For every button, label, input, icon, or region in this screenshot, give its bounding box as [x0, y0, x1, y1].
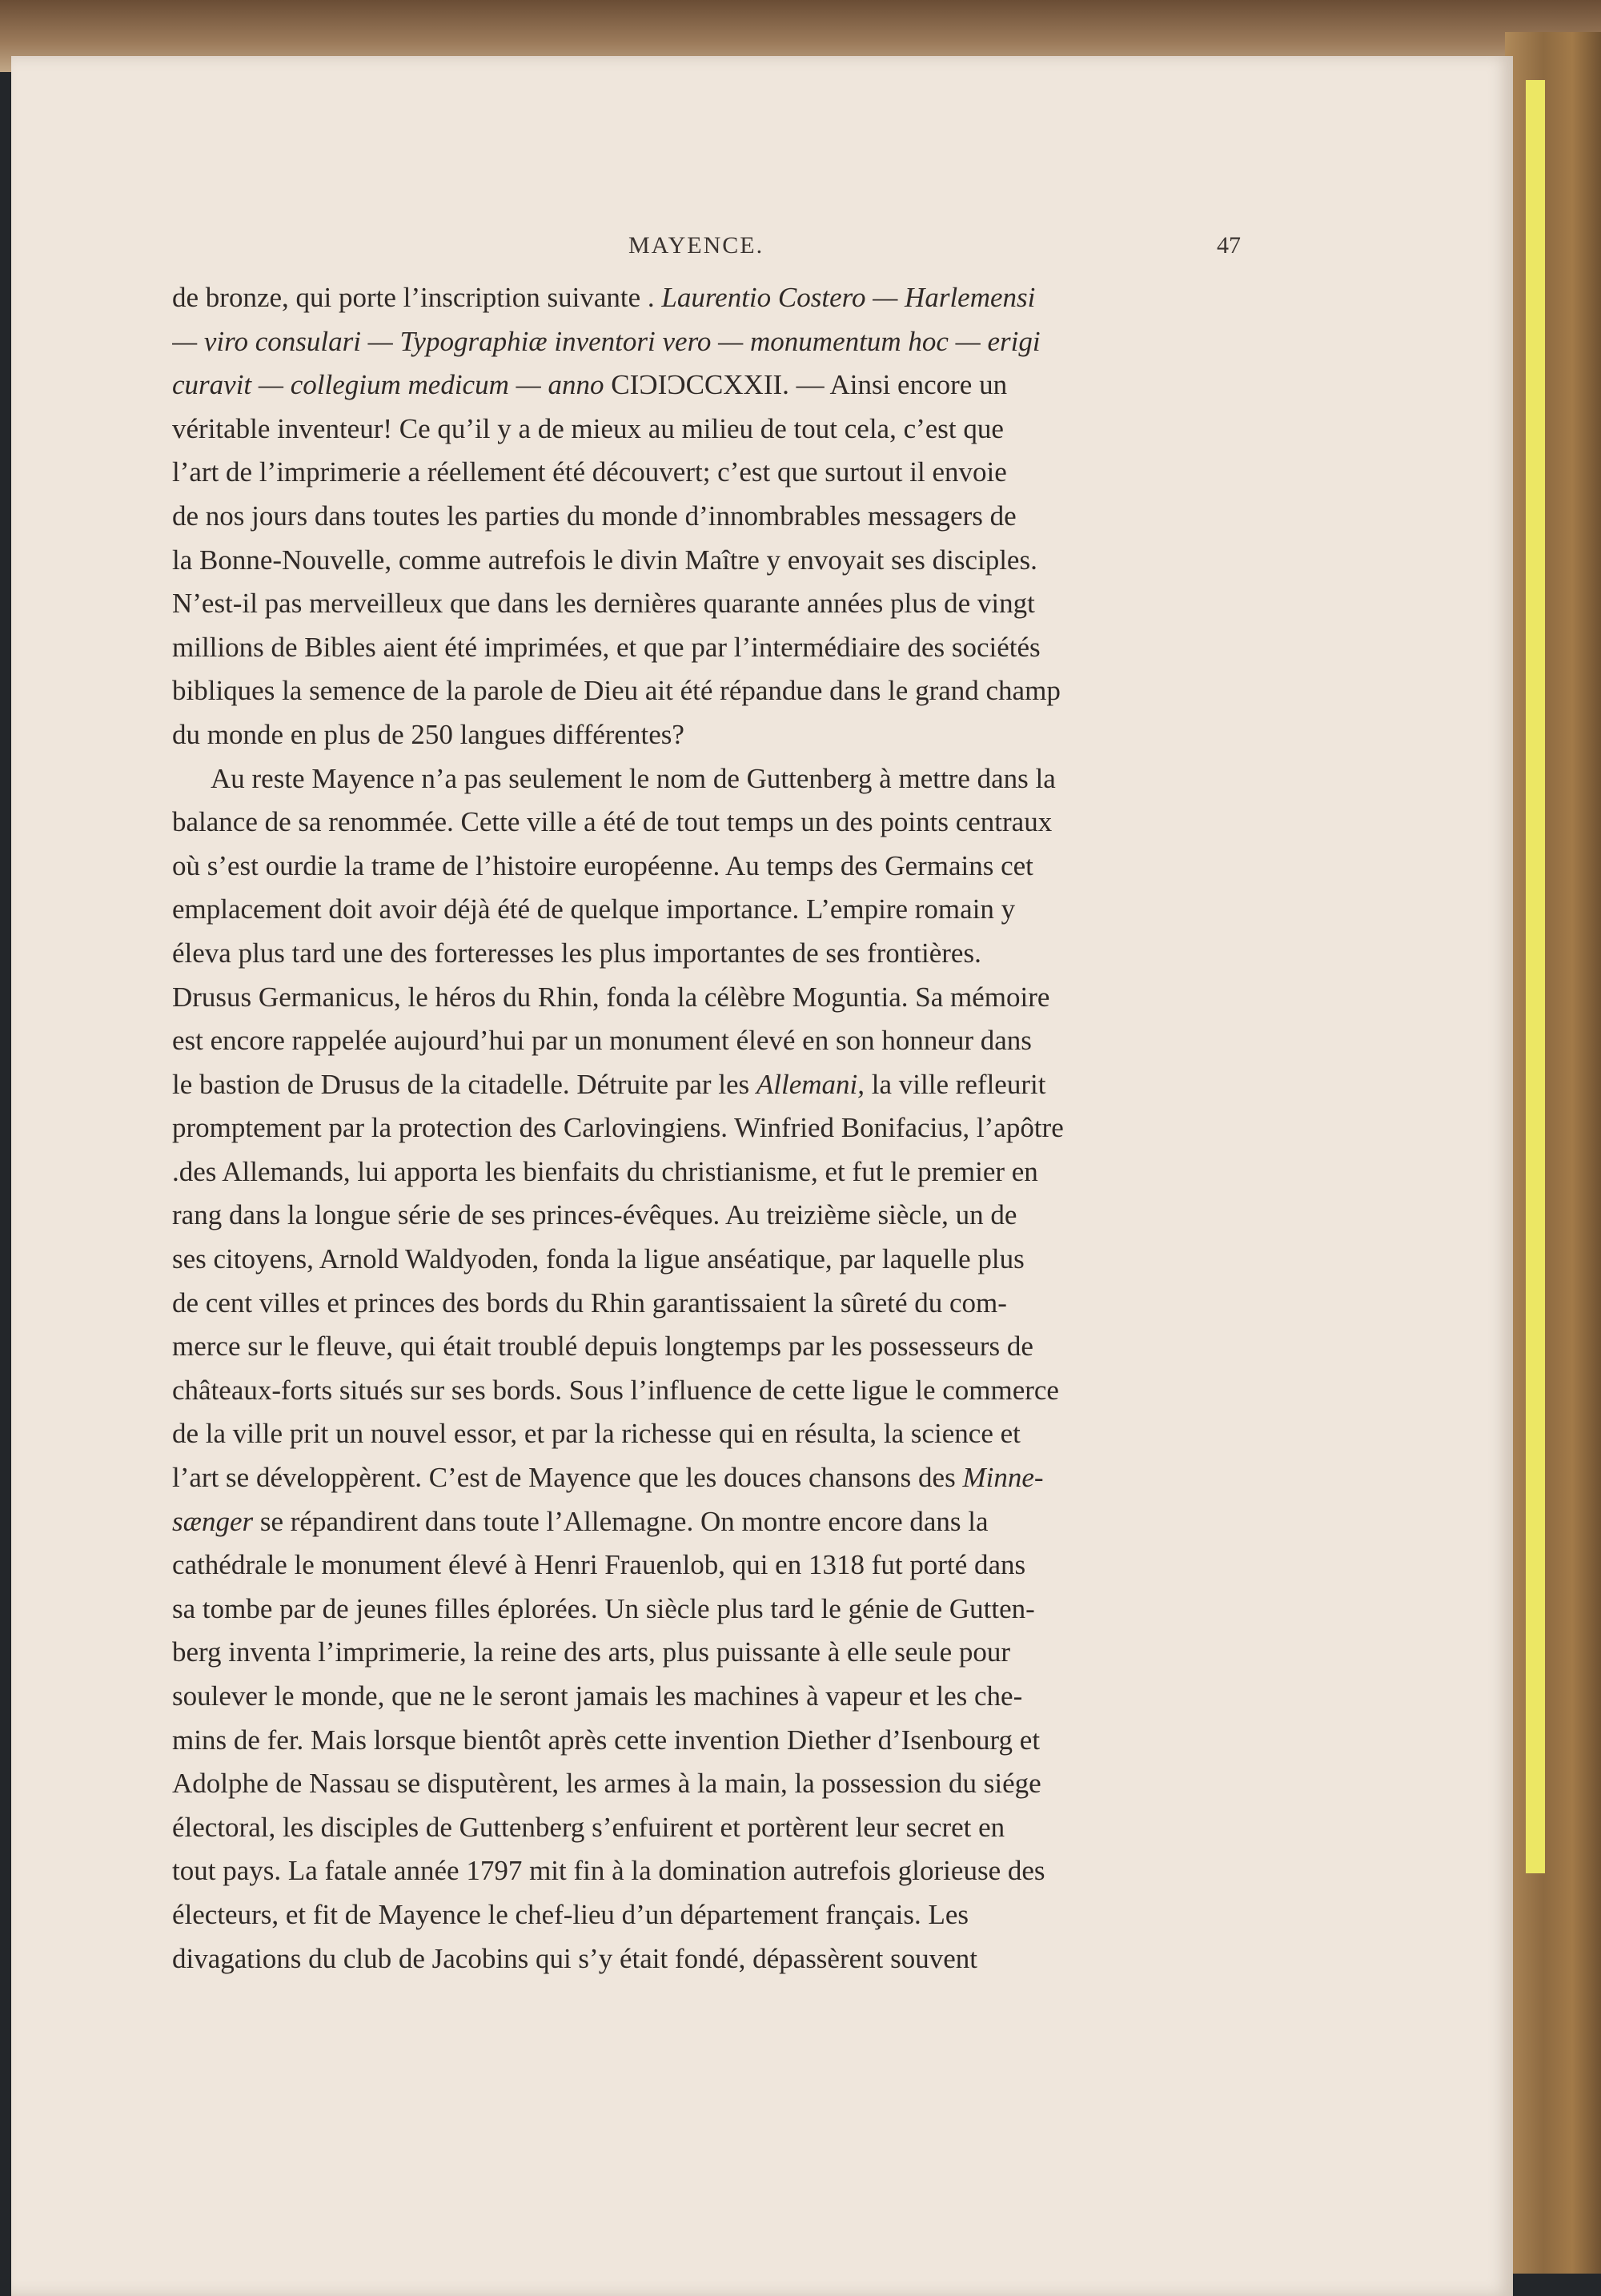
text-run: bibliques la semence de la parole de Dieu ait été répandue dans le grand champ: [172, 675, 1061, 707]
text-line: [172, 1063, 1241, 1107]
text-line: [172, 1631, 1241, 1675]
yellow-marker-strip: [1526, 80, 1545, 1873]
text-line: [172, 407, 1241, 452]
text-line: [172, 1412, 1241, 1456]
italic-run: sænger: [172, 1505, 254, 1537]
text-line: [172, 451, 1241, 495]
text-run: l’art de l’imprimerie a réellement été découvert; c’est que surtout il envoie: [172, 456, 1007, 488]
italic-run: curavit — collegium medicum — anno: [172, 369, 604, 401]
text-run: berg inventa l’imprimerie, la reine des arts, plus puissante à elle seule pour: [172, 1636, 1011, 1668]
text-line: [172, 1282, 1241, 1326]
text-line: [172, 1369, 1241, 1413]
text-run: de bronze, qui porte l’inscription suivante .: [172, 282, 662, 313]
text-line: [172, 1150, 1241, 1194]
running-title: MAYENCE.: [628, 232, 764, 259]
text-line: [172, 757, 1241, 801]
text-line: [172, 932, 1241, 976]
page-header: [172, 232, 1241, 264]
text-line: [172, 1893, 1241, 1937]
body-text: [172, 276, 1241, 1981]
text-run: Adolphe de Nassau se disputèrent, les armes à la main, la possession du siége: [172, 1768, 1041, 1800]
text-run: Au reste Mayence n’a pas seulement le nom de Guttenberg à mettre dans la: [211, 762, 1056, 794]
text-run: Drusus Germanicus, le héros du Rhin, fonda la célèbre Moguntia. Sa mémoire: [172, 981, 1050, 1013]
text-run: promptement par la protection des Carlovingiens. Winfried Bonifacius, l’apôtre: [172, 1112, 1064, 1144]
text-run: de nos jours dans toutes les parties du monde d’innombrables messagers de: [172, 500, 1017, 532]
text-line: [172, 1543, 1241, 1588]
text-line: [172, 1762, 1241, 1806]
text-run: véritable inventeur! Ce qu’il y a de mieux au milieu de tout cela, c’est que: [172, 412, 1004, 444]
text-line: [172, 1019, 1241, 1063]
text-line: [172, 626, 1241, 670]
text-line: [172, 1849, 1241, 1893]
text-line: [172, 976, 1241, 1020]
text-run: cathédrale le monument élevé à Henri Frauenlob, qui en 1318 fut porté dans: [172, 1549, 1026, 1581]
text-run: le bastion de Drusus de la citadelle. Détruite par les: [172, 1068, 756, 1100]
text-run: balance de sa renommée. Cette ville a été de tout temps un des points centraux: [172, 806, 1053, 838]
text-line: [172, 845, 1241, 889]
text-run: tout pays. La fatale année 1797 mit fin à la domination autrefois glorieuse des: [172, 1855, 1045, 1887]
text-run: électeurs, et fit de Mayence le chef-lieu d’un département français. Les: [172, 1898, 969, 1930]
text-line: [172, 1194, 1241, 1238]
text-line: [172, 801, 1241, 845]
text-line: [172, 1719, 1241, 1763]
text-run: emplacement doit avoir déjà été de quelque importance. L’empire romain y: [172, 893, 1016, 925]
page-number: 47: [1217, 232, 1241, 259]
text-run: châteaux-forts situés sur ses bords. Sous l’influence de cette ligue le commerce: [172, 1374, 1059, 1406]
text-run: mins de fer. Mais lorsque bientôt après cette invention Diether d’Isenbourg et: [172, 1724, 1041, 1756]
text-run: ses citoyens, Arnold Waldyoden, fonda la ligue anséatique, par laquelle plus: [172, 1243, 1025, 1275]
text-run: rang dans la longue série de ses princes-évêques. Au treizième siècle, un de: [172, 1199, 1017, 1231]
text-line: [172, 1325, 1241, 1369]
italic-run: Allemani,: [756, 1068, 865, 1100]
text-run: se répandirent dans toute l’Allemagne. On montre encore dans la: [253, 1505, 989, 1537]
text-run: CIƆIƆCCXXII. — Ainsi encore un: [604, 369, 1008, 401]
text-line: [172, 1806, 1241, 1850]
text-line: [172, 1238, 1241, 1282]
text-run: soulever le monde, que ne le seront jamais les machines à vapeur et les che-: [172, 1680, 1023, 1712]
book-page-edges: [1505, 32, 1601, 2274]
text-line: [172, 1500, 1241, 1544]
text-line: [172, 1937, 1241, 1981]
text-run: est encore rappelée aujourd’hui par un monument élevé en son honneur dans: [172, 1025, 1032, 1057]
text-line: [172, 495, 1241, 539]
italic-run: Laurentio Costero — Harlemensi: [661, 282, 1036, 313]
text-run: de la ville prit un nouvel essor, et par la richesse qui en résulta, la science et: [172, 1418, 1021, 1450]
text-line: [172, 1456, 1241, 1500]
text-run: où s’est ourdie la trame de l’histoire européenne. Au temps des Germains cet: [172, 849, 1033, 881]
text-line: [172, 539, 1241, 583]
text-run: l’art se développèrent. C’est de Mayence que les douces chansons des: [172, 1462, 963, 1494]
text-run: de cent villes et princes des bords du Rhin garantissaient la sûreté du com-: [172, 1286, 1007, 1319]
text-line: [172, 1106, 1241, 1150]
text-line: [172, 276, 1241, 320]
text-run: .des Allemands, lui apporta les bienfaits du christianisme, et fut le premier en: [172, 1155, 1038, 1187]
text-run: électoral, les disciples de Guttenberg s’enfuirent et portèrent leur secret en: [172, 1811, 1005, 1843]
text-run: N’est-il pas merveilleux que dans les dernières quarante années plus de vingt: [172, 588, 1035, 620]
text-run: la Bonne-Nouvelle, comme autrefois le divin Maître y envoyait ses disciples.: [172, 544, 1037, 576]
text-line: [172, 1675, 1241, 1719]
text-run: sa tombe par de jeunes filles éplorées. Un siècle plus tard le génie de Gutten-: [172, 1592, 1035, 1624]
text-line: [172, 669, 1241, 713]
text-line: [172, 582, 1241, 626]
text-line: [172, 320, 1241, 364]
text-run: la ville refleurit: [865, 1068, 1046, 1100]
text-run: éleva plus tard une des forteresses les plus importantes de ses frontières.: [172, 937, 981, 969]
text-line: [172, 363, 1241, 407]
text-run: merce sur le fleuve, qui était troublé depuis longtemps par les possesseurs de: [172, 1331, 1033, 1363]
italic-run: — viro consulari — Typographiæ inventori vero — monumentum hoc — erigi: [172, 325, 1041, 357]
text-line: [172, 1588, 1241, 1632]
text-run: du monde en plus de 250 langues différentes?: [172, 718, 684, 750]
text-line: [172, 713, 1241, 757]
text-run: divagations du club de Jacobins qui s’y était fondé, dépassèrent souvent: [172, 1942, 978, 1974]
text-run: millions de Bibles aient été imprimées, et que par l’intermédiaire des sociétés: [172, 631, 1041, 663]
italic-run: Minne-: [962, 1462, 1044, 1494]
text-line: [172, 888, 1241, 932]
